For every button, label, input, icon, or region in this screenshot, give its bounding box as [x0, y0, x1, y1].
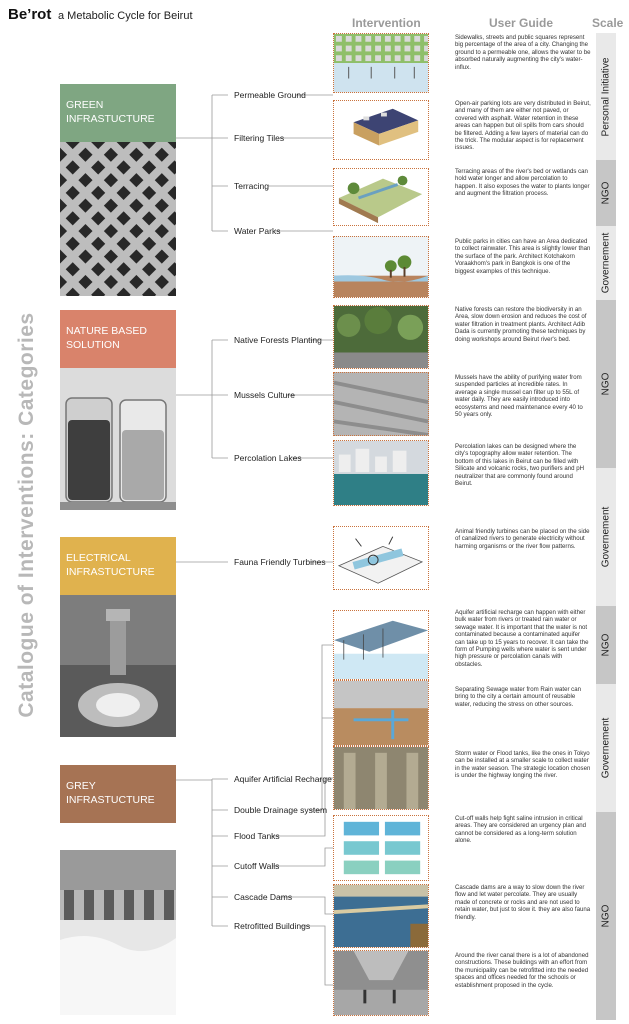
brand-title: Be’rot	[8, 6, 52, 23]
thumb-retrofitted-buildings	[333, 950, 429, 1016]
intervention-label: Retrofitted Buildings	[234, 921, 311, 931]
intervention-label: Permeable Ground	[234, 90, 306, 100]
thumb-permeable-ground	[333, 33, 429, 93]
scale-band: NGO	[596, 606, 616, 684]
thumb-flood-tanks	[333, 746, 429, 810]
intervention-label: Aquifer Artificial Recharge	[234, 774, 332, 784]
guide-text: Public parks in cities can have an Area dedicated to collect rainwater. This area is slightly lower than the surface of the park. Architect Kotchakorn Voraakhom's park in Bangkok is one of the biggest examples of this technique.	[455, 238, 591, 275]
column-header-scale: Scale	[592, 16, 624, 30]
scale-band: NGO	[596, 160, 616, 226]
intervention-label: Cascade Dams	[234, 892, 293, 902]
thumb-double-drainage	[333, 680, 429, 746]
scale-band: Governement	[596, 684, 616, 812]
guide-text: Animal friendly turbines can be placed on the side of canalized rivers to generate electricity without harming organisms or the river flow patterns.	[455, 528, 590, 550]
guide-text: Aquifer artificial recharge can happen with either bulk water from rivers or treated rain water or sewage water. It is important that the water is not contaminated because a contaminated aquifer can take up to 15 years to recover. It can take the form of Pumping wells where water is sent under high pressure or percolation canals with obstacles.	[455, 609, 589, 668]
thumb-cutoff-walls	[333, 815, 429, 881]
category-label: GREEN INFRASTUCTURE	[66, 99, 155, 125]
guide-text: Storm water or Flood tanks, like the ones in Tokyo can be installed at a smaller scale to collect water in the water season. The strategic location chosen is under the highway longing the river.	[455, 750, 591, 780]
guide-text: Mussels have the ability of purifying water from suspended particles at incredible rates. In average a single mussel can filter up to 55L of water daily. They are easily introduced into ecosystems and need maintenance every 40 to 50 years only.	[455, 374, 583, 419]
scale-band: NGO	[596, 300, 616, 468]
guide-text: Cascade dams are a way to slow down the river flow and let water percolate. They are usually made of concrete or rocks and are not used to retain water, but just to slow it. they are also fauna friendly.	[455, 884, 591, 921]
thumb-cascade-dams	[333, 884, 429, 948]
category-green-infrastructure	[60, 84, 176, 142]
column-header-guide: User Guide	[489, 16, 554, 30]
thumb-terracing	[333, 168, 429, 226]
thumb-native-forests	[333, 305, 429, 369]
intervention-label: Mussels Culture	[234, 390, 295, 400]
dam-photo	[60, 850, 176, 1015]
water-jars-photo	[60, 368, 176, 510]
scale-band: NGO	[596, 812, 616, 1020]
intervention-label: Water Parks	[234, 226, 281, 236]
subtitle: a Metabolic Cycle for Beirut	[58, 10, 193, 22]
category-nature-based-solution	[60, 310, 176, 368]
intervention-label: Cutoff Walls	[234, 861, 280, 871]
turbine-photo	[60, 595, 176, 737]
category-grey-infrastructure	[60, 765, 176, 823]
scale-band: Governement	[596, 468, 616, 606]
intervention-label: Filtering Tiles	[234, 133, 285, 143]
intervention-label: Double Drainage system	[234, 805, 328, 815]
intervention-label: Percolation Lakes	[234, 453, 302, 463]
thumb-aquifer-recharge	[333, 610, 429, 680]
thumb-fauna-turbines	[333, 526, 429, 590]
category-label: NATURE BASED SOLUTION	[66, 325, 147, 351]
guide-text: Sidewalks, streets and public squares represent big percentage of the area of a city. Changing the ground to a permeable one, allows the water to be absorbed naturally augmenting the city's water-influx.	[455, 34, 591, 71]
intervention-label: Native Forests Planting	[234, 335, 322, 345]
permeable-pavers-photo	[60, 142, 176, 296]
thumb-percolation-lakes	[333, 440, 429, 506]
scale-band: Personal Initiative	[596, 33, 616, 160]
guide-text: Separating Sewage water from Rain water can bring to the city a certain amount of reusable water, reducing the stress on other sources.	[455, 686, 582, 708]
guide-text: Terracing areas of the river's bed or wetlands can hold water longer and allow percolation to happen. It also exposes the water to plants longer and augment the filtration process.	[455, 168, 590, 198]
guide-text: Open-air parking lots are very distributed in Beirut, and many of them are either not paved, or covered with asphalt. Water retention in these areas can happen but oil spills from cars should be filtered. Adding a few layers of material can do the trick. The modular aspect is for replacement issues.	[455, 100, 591, 152]
column-header-intervention: Intervention	[352, 16, 421, 30]
guide-text: Native forests can restore the biodiversity in an Area, slow down erosion and reduces the cost of water filtration in treatment plants. Architect Adib Dada is currently promoting these techniques by doing workshops around Beirut river's bed.	[455, 306, 587, 343]
thumb-filtering-tiles	[333, 100, 429, 160]
guide-text: Percolation lakes can be designed where the city's topography allow water retention. The bottom of this lakes in Beirut can be filled with Silicate and volcanic rocks, two purifiers and pH neutralizer that are commonly found around Beirut.	[455, 443, 585, 488]
thumb-mussels-culture	[333, 372, 429, 436]
guide-text: Cut-off walls help fight saline intrusion in critical areas. They are considered an urgency plan and cannot be considered as a long-term solution alone.	[455, 815, 586, 845]
intervention-label: Fauna Friendly Turbines	[234, 557, 326, 567]
category-label: ELECTRICAL INFRASTUCTURE	[66, 552, 155, 578]
side-title: Catalogue of Interventions: Categories	[15, 312, 38, 718]
category-electrical-infrastructure	[60, 537, 176, 595]
category-label: GREY INFRASTUCTURE	[66, 780, 155, 806]
scale-band: Governement	[596, 226, 616, 300]
intervention-label: Flood Tanks	[234, 831, 280, 841]
thumb-water-parks	[333, 236, 429, 298]
intervention-label: Terracing	[234, 181, 269, 191]
guide-text: Around the river canal there is a lot of abandoned constructions. These buildings with an effort from the municipality can be retrofitted into the needed spaces and offices needed for the schools or establishment proposed in the cycle.	[455, 952, 589, 989]
